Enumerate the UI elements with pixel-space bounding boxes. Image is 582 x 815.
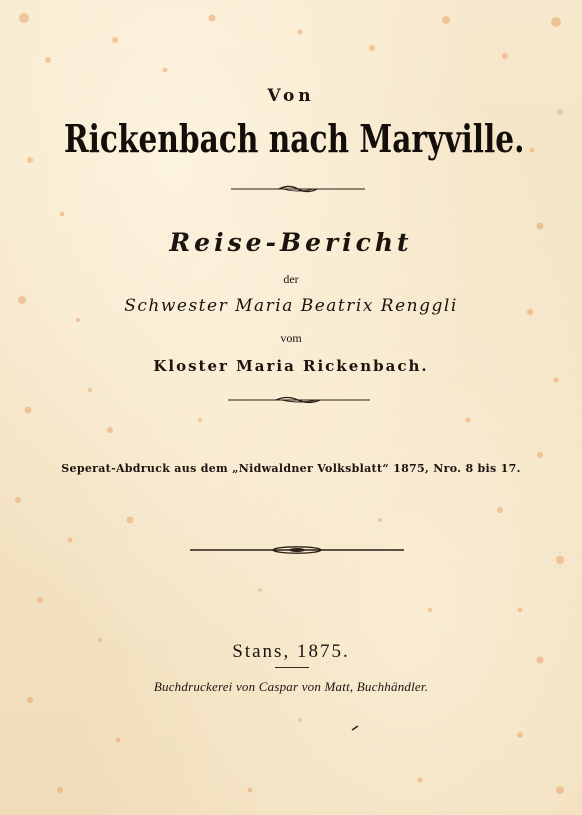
- convent-name: Kloster Maria Rickenbach.: [153, 357, 429, 375]
- reprint-note: Seperat-Abdruck aus dem „Nidwaldner Volksblatt“ 1875, Nro. 8 bis 17.: [61, 461, 521, 475]
- connector-vom: vom: [280, 331, 302, 345]
- divider: [275, 667, 309, 668]
- intro-word: Von: [267, 86, 315, 106]
- ornamental-rule-middle: [228, 395, 370, 405]
- place-and-year: Stans, 1875.: [232, 641, 350, 662]
- ink-speck: [352, 726, 358, 730]
- subtitle: Reise-Bericht: [169, 228, 413, 257]
- ornamental-rule-bottom: [190, 545, 404, 555]
- author-name: Schwester Maria Beatrix Renggli: [124, 296, 458, 316]
- page-title: Rickenbach nach Maryville.: [64, 116, 525, 161]
- printer-imprint: Buchdruckerei von Caspar von Matt, Buchhändler.: [153, 679, 429, 694]
- ornamental-rule-top: [231, 184, 365, 194]
- connector-der: der: [283, 272, 299, 286]
